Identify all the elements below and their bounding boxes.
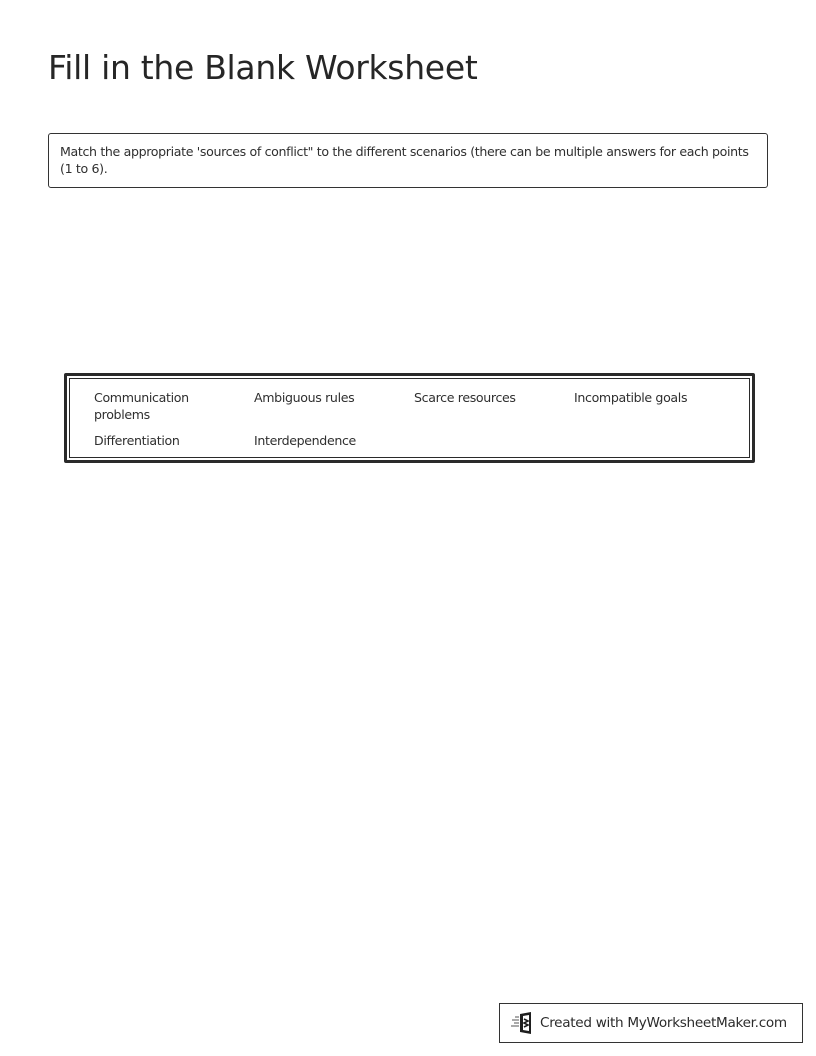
word-bank-item: Ambiguous rules (254, 390, 355, 405)
word-bank-inner-border (69, 378, 750, 458)
word-bank-grid (94, 389, 734, 449)
word-bank-item: Scarce resources (414, 390, 516, 405)
footer-badge[interactable] (499, 1003, 803, 1043)
word-bank-item: Communication problems (94, 390, 189, 422)
word-bank-item: Incompatible goals (574, 390, 688, 405)
footer-credit-text[interactable]: Created with MyWorksheetMaker.com (540, 1015, 787, 1031)
instructions-box: Match the appropriate 'sources of conflict" to the different scenarios (there can be multiple answers for each points (1 to 6). (48, 133, 768, 188)
word-bank-item: Differentiation (94, 433, 180, 448)
worksheet-maker-logo-icon (511, 1012, 535, 1034)
page-title: Fill in the Blank Worksheet (48, 48, 478, 87)
word-bank-item: Interdependence (254, 433, 356, 448)
word-bank (64, 373, 755, 463)
